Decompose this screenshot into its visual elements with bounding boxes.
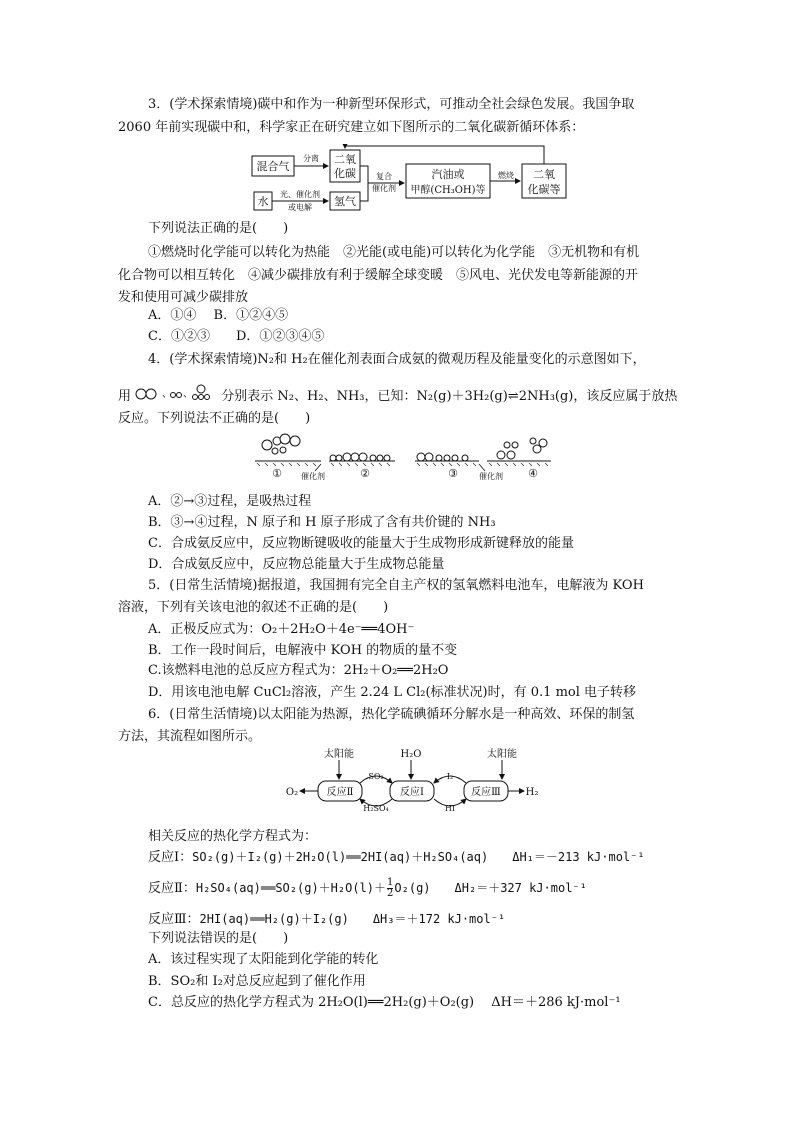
q5-option-b: B．工作一段时间后，电解液中 KOH 的物质的量不变: [148, 643, 458, 658]
q4-line1: 4．(学术探索情境)N₂和 H₂在催化剂表面合成氨的微观历程及能量变化的示意图如下，: [148, 352, 646, 367]
eq2-fraction-den: 2: [387, 888, 394, 899]
q5-option-a: A．正极反应式为：O₂＋2H₂O＋4e⁻══4OH⁻: [148, 622, 415, 637]
stage-2-label: ②: [360, 467, 370, 480]
fuel-label-b: 甲醇(CH₃OH)等: [410, 185, 486, 196]
q4-line2: [118, 382, 677, 406]
reaction-2-label: 反应Ⅱ: [326, 787, 354, 798]
q4-line2-rest: 分别表示 N₂、H₂、NH₃，已知：N₂(g)＋3H₂(g)⇌2NH₃(g)，该反应属于放热: [221, 389, 678, 404]
light-label-b: 或电解: [288, 203, 312, 212]
mix-gas-label: 混合气: [256, 160, 290, 173]
light-label-a: 光、催化剂: [280, 190, 320, 199]
stage-3-label: ③: [448, 467, 458, 480]
co2-label-b: 化碳: [334, 167, 356, 180]
q5-line1: 5．(日常生活情境)据报道，我国拥有完全自主产权的氢氧燃料电池车，电解液为 KOH: [148, 578, 644, 593]
si-cycle-diagram: [282, 745, 552, 817]
eq3-label: 反应Ⅲ：: [148, 912, 200, 927]
separate-label: 分离: [303, 154, 319, 163]
q4-line2-prefix: 用: [118, 389, 132, 404]
cat-label-b: 催化剂: [372, 184, 396, 193]
q4-option-d: D．合成氨反应中，反应物总能量大于生成物总能量: [148, 557, 445, 572]
water-label: 水: [257, 195, 269, 208]
q6-stem: 下列说法错误的是( ): [148, 931, 289, 946]
co2-cycle-diagram: [250, 144, 580, 216]
eq2-fraction-num: 1: [387, 877, 394, 888]
sun-right-label: 太阳能: [487, 749, 517, 760]
eq3-body: 2HI(aq)══H₂(g)＋I₂(g) ΔH₃＝＋172 kJ·mol⁻¹: [199, 912, 506, 926]
q4-option-a: A．②→③过程，是吸热过程: [148, 494, 312, 509]
cat-label-a: 复合: [376, 172, 392, 181]
svg-text:、: 、: [162, 389, 173, 400]
q6-eq1: [148, 848, 645, 867]
catalyst-label-2: 催化剂: [479, 472, 503, 481]
q3-statement-line3: 发和使用可减少碳排放: [118, 290, 249, 305]
molecule-legend-icon: [135, 382, 217, 404]
h2so4-label: H₂SO₄: [363, 804, 389, 813]
water-label: H₂O: [400, 749, 422, 760]
co2-label-a: 二氧: [334, 153, 356, 166]
eq2-body-b: O₂(g) ΔH₂＝＋327 kJ·mol⁻¹: [394, 881, 587, 895]
q3-line1: 3．(学术探索情境)碳中和作为一种新型环保形式，可推动全社会绿色发展。我国争取: [148, 97, 635, 112]
svg-text:、: 、: [183, 389, 194, 400]
stage-1-label: ①: [272, 467, 282, 480]
so2-label: SO₂: [368, 772, 384, 781]
o2-label: O₂: [285, 787, 299, 798]
co2-end-label-b: 化碳等: [527, 183, 561, 196]
q6-intro: 相关反应的热化学方程式为：: [148, 829, 318, 844]
q5-line2: 溶液，下列有关该电池的叙述不正确的是( ): [118, 600, 389, 615]
q6-line2: 方法，其流程如图所示。: [118, 729, 262, 744]
q3-statement-line1: ①燃烧时化学能可以转化为热能 ②光能(或电能)可以转化为化学能 ③无机物和有机: [148, 245, 640, 260]
reaction-1-label: 反应Ⅰ: [400, 787, 424, 798]
q3-choices-ab: A．①④ B．①②④⑤: [148, 308, 289, 323]
eq1-body: SO₂(g)＋I₂(g)＋2H₂O(l)══2HI(aq)＋H₂SO₄(aq) ΔH₁＝－213 kJ·mol⁻¹: [192, 850, 645, 864]
q4-option-b: B．③→④过程，N 原子和 H 原子形成了含有共价键的 NH₃: [148, 515, 496, 530]
co2-end-label-a: 二氧: [533, 168, 555, 181]
ammonia-synthesis-diagram: [253, 433, 553, 483]
catalyst-label-1: 催化剂: [301, 472, 325, 481]
q4-option-c: C．合成氨反应中，反应物断键吸收的能量大于生成物形成新键释放的能量: [148, 536, 574, 551]
q6-line1: 6．(日常生活情境)以太阳能为热源，热化学硫碘循环分解水是一种高效、环保的制氢: [148, 707, 635, 722]
fuel-label-a: 汽油或: [431, 168, 465, 181]
q6-option-a: A．该过程实现了太阳能到化学能的转化: [148, 952, 379, 967]
q3-line2: 2060 年前实现碳中和，科学家正在研究建立如下图所示的二氧化碳新循环体系：: [118, 120, 585, 135]
q3-choices-cd: C．①②③ D．①②③④⑤: [148, 329, 325, 344]
q3-statement-line2: 化合物可以相互转化 ④减少碳排放有利于缓解全球变暖 ⑤风电、光伏发电等新能源的开: [118, 268, 639, 283]
q6-eq3: [148, 910, 505, 929]
hi-label: HI: [444, 804, 456, 813]
i2-label: I₂: [446, 772, 454, 781]
h2-out-label: H₂: [525, 787, 539, 798]
burn-label: 燃烧: [498, 171, 514, 180]
q5-option-c: C.该燃料电池的总反应方程式为：2H₂＋O₂══2H₂O: [148, 663, 449, 678]
q6-eq2: [148, 878, 587, 899]
eq2-label: 反应Ⅱ：: [148, 881, 196, 896]
eq2-fraction: [387, 878, 393, 899]
reaction-3-label: 反应Ⅲ: [471, 787, 501, 798]
eq1-label: 反应Ⅰ：: [148, 850, 193, 865]
eq2-body-a: H₂SO₄(aq)══SO₂(g)＋H₂O(l)＋: [195, 881, 387, 895]
h2-label: 氢气: [334, 195, 356, 208]
q3-stem: 下列说法正确的是( ): [148, 221, 289, 236]
q6-option-c: C．总反应的热化学方程式为 2H₂O(l)══2H₂(g)＋O₂(g) ΔH＝＋286 kJ·mol⁻¹: [148, 995, 621, 1010]
q4-line3: 反应。下列说法不正确的是( ): [118, 411, 311, 426]
stage-4-label: ④: [528, 467, 538, 480]
q5-option-d: D．用该电池电解 CuCl₂溶液，产生 2.24 L Cl₂(标准状况)时，有 0.1 mol 电子转移: [148, 685, 637, 700]
sun-left-label: 太阳能: [324, 749, 354, 760]
q6-option-b: B．SO₂和 I₂对总反应起到了催化作用: [148, 974, 366, 989]
